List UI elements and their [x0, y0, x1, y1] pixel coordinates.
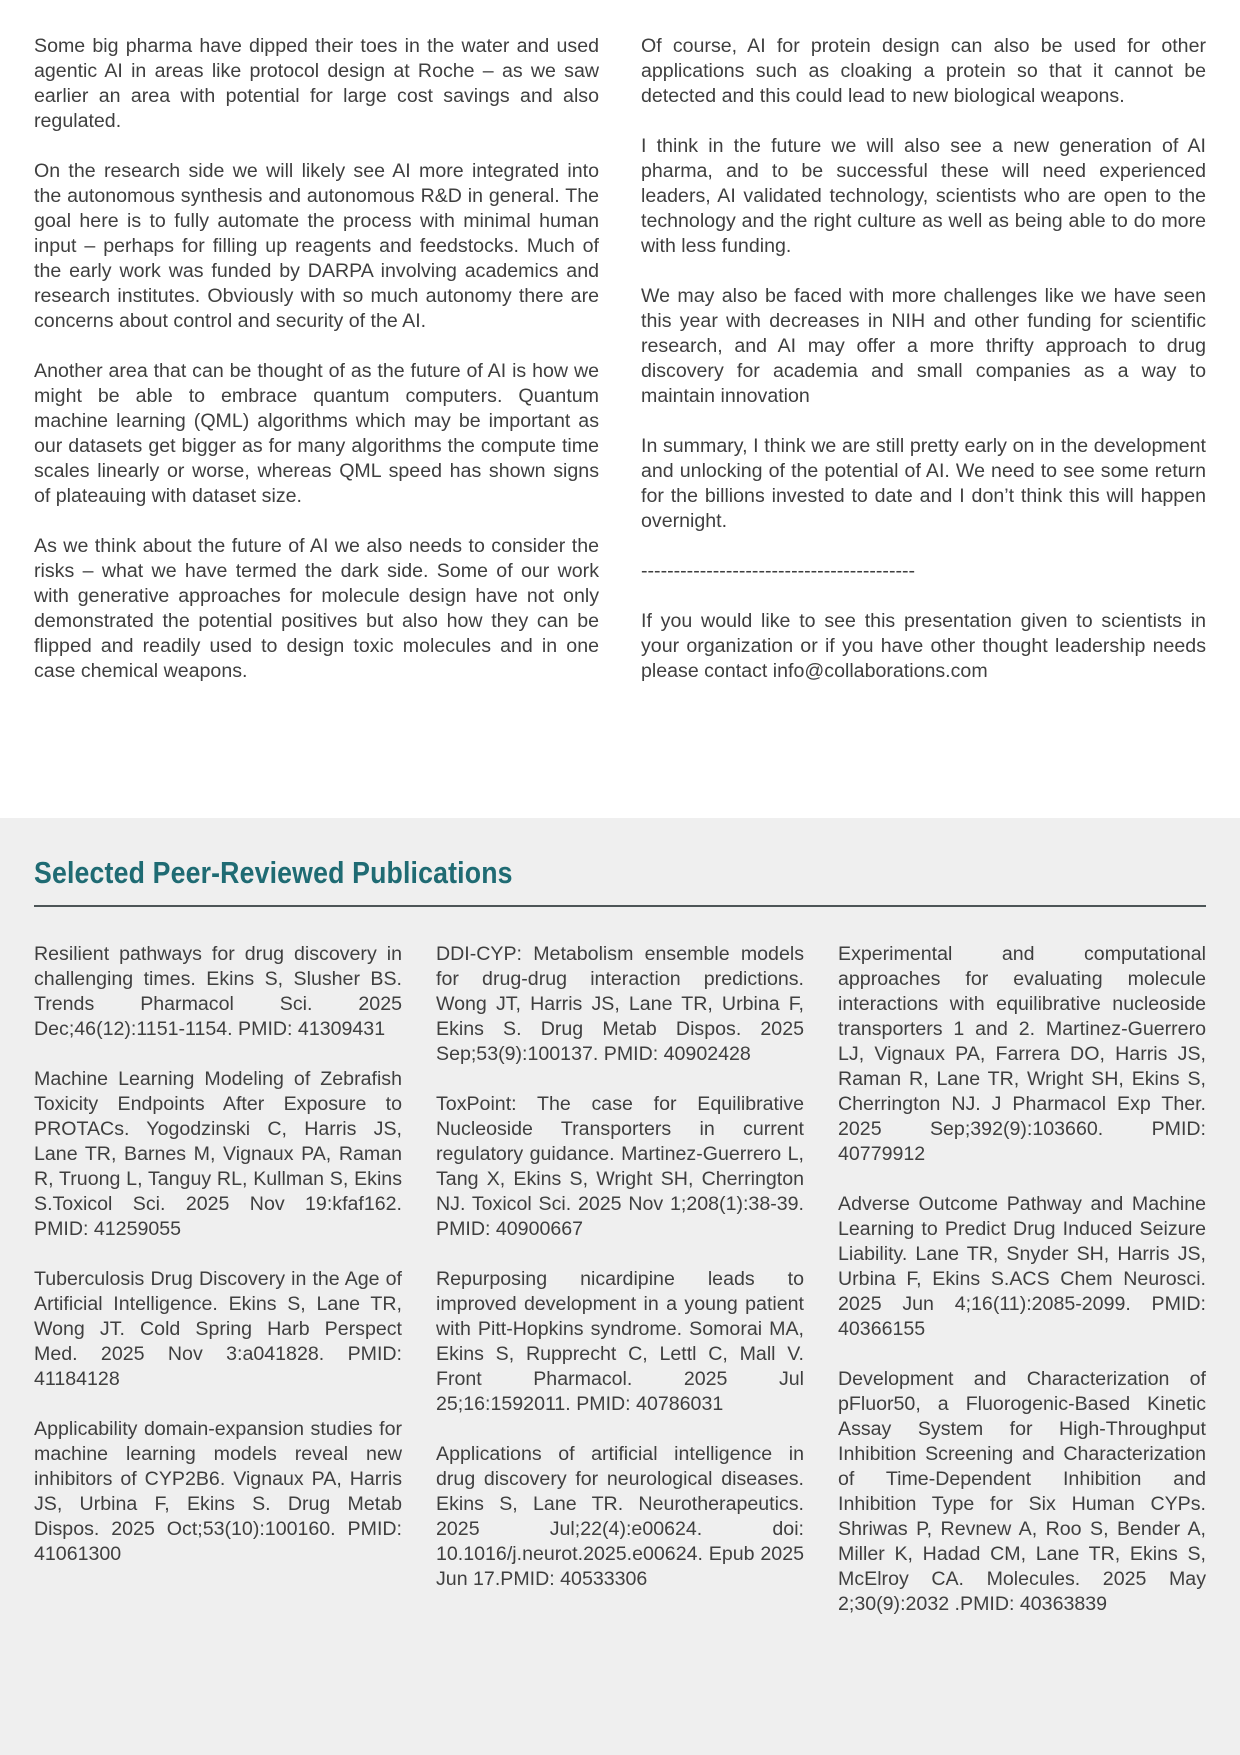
divider-dashes: ------------------------------------------	[641, 560, 916, 582]
publication-entry: Resilient pathways for drug discovery in challenging times. Ekins S, Slusher BS. Trends Pharmacol Sci. 2025 Dec;46(12):1151-1154. PMID: 41309431	[34, 943, 402, 1040]
publication-entry: Tuberculosis Drug Discovery in the Age of Artificial Intelligence. Ekins S, Lane TR, Wong JT. Cold Spring Harb Perspect Med. 2025 Nov 3:a041828. PMID: 41184128	[34, 1268, 402, 1390]
article-paragraph: I think in the future we will also see a new generation of AI pharma, and to be successful these will need experienced leaders, AI validated technology, scientists who are open to the technology and the right culture as well as being able to do more with less funding.	[641, 135, 1206, 257]
article-paragraph: Of course, AI for protein design can also be used for other applications such as cloaking a protein so that it cannot be detected and this could lead to new biological weapons.	[641, 35, 1206, 107]
publication-entry: Applicability domain-expansion studies for machine learning models reveal new inhibitors of CYP2B6. Vignaux PA, Harris JS, Urbina F, Ekins S. Drug Metab Dispos. 2025 Oct;53(10):100160. PMID: 41061300	[34, 1418, 402, 1565]
article-paragraph: On the research side we will likely see AI more integrated into the autonomous synthesis and autonomous R&D in general. The goal here is to fully automate the process with minimal human input – perhaps for filling up reagents and feedstocks. Much of the early work was funded by DARPA involving academics and research institutes. Obviously with so much autonomy there are concerns about control and security of the AI.	[34, 160, 599, 332]
publications-grid	[34, 942, 1206, 1642]
publication-entry: DDI-CYP: Metabolism ensemble models for drug-drug interaction predictions. Wong JT, Harris JS, Lane TR, Urbina F, Ekins S. Drug Metab Dispos. 2025 Sep;53(9):100137. PMID: 40902428	[436, 943, 804, 1065]
publication-entry: Repurposing nicardipine leads to improved development in a young patient with Pitt-Hopkins syndrome. Somorai MA, Ekins S, Rupprecht C, Lettl C, Mall V. Front Pharmacol. 2025 Jul 25;16:1592011. PMID: 40786031	[436, 1268, 804, 1415]
publications-column-2	[436, 942, 804, 1642]
article-paragraph: We may also be faced with more challenges like we have seen this year with decreases in NIH and other funding for scientific research, and AI may offer a more thrifty approach to drug discovery for academia and small companies as a way to maintain innovation	[641, 285, 1206, 407]
publication-entry: Applications of artificial intelligence in drug discovery for neurological diseases. Ekins S, Lane TR. Neurotherapeutics. 2025 Jul;22(4):e00624. doi: 10.1016/j.neurot.2025.e00624. Epub 2025 Jun 17.PMID: 40533306	[436, 1443, 804, 1590]
publication-entry: Machine Learning Modeling of Zebrafish Toxicity Endpoints After Exposure to PROTACs. Yogodzinski C, Harris JS, Lane TR, Barnes M, Vignaux PA, Raman R, Truong L, Tanguy RL, Kullman S, Ekins S.Toxicol Sci. 2025 Nov 19:kfaf162. PMID: 41259055	[34, 1068, 402, 1240]
article-paragraph: Some big pharma have dipped their toes in the water and used agentic AI in areas like protocol design at Roche – as we saw earlier an area with potential for large cost savings and also regulated.	[34, 35, 599, 132]
publications-title: Selected Peer-Reviewed Publications	[34, 855, 513, 890]
contact-paragraph: If you would like to see this presentation given to scientists in your organization or if you have other thought leadership needs please contact info@collaborations.com	[641, 610, 1206, 682]
publication-entry: Adverse Outcome Pathway and Machine Learning to Predict Drug Induced Seizure Liability. Lane TR, Snyder SH, Harris JS, Urbina F, Ekins S.ACS Chem Neurosci. 2025 Jun 4;16(11):2085-2099. PMID: 40366155	[838, 1193, 1206, 1340]
article-left-column	[34, 34, 599, 794]
publications-section	[0, 818, 1240, 1755]
publication-entry: Experimental and computational approaches for evaluating molecule interactions with equilibrative nucleoside transporters 1 and 2. Martinez-Guerrero LJ, Vignaux PA, Farrera DO, Harris JS, Raman R, Lane TR, Wright SH, Ekins S, Cherrington NJ. J Pharmacol Exp Ther. 2025 Sep;392(9):103660. PMID: 40779912	[838, 943, 1206, 1165]
article-right-column	[641, 34, 1206, 794]
publications-column-3	[838, 942, 1206, 1642]
title-underline-divider	[34, 905, 1206, 907]
publication-entry: Development and Characterization of pFluor50, a Fluorogenic-Based Kinetic Assay System for High-Throughput Inhibition Screening and Characterization of Time-Dependent Inhibition and Inhibition Type for Six Human CYPs. Shriwas P, Revnew A, Roo S, Bender A, Miller K, Hadad CM, Lane TR, Ekins S, McElroy CA. Molecules. 2025 May 2;30(9):2032 .PMID: 40363839	[838, 1368, 1206, 1615]
article-paragraph: In summary, I think we are still pretty early on in the development and unlocking of the potential of AI. We need to see some return for the billions invested to date and I don’t think this will happen overnight.	[641, 435, 1206, 532]
article-body	[34, 34, 1206, 794]
publications-column-1	[34, 942, 402, 1642]
article-paragraph: As we think about the future of AI we also needs to consider the risks – what we have termed the dark side. Some of our work with generative approaches for molecule design have not only demonstrated the potential positives but also how they can be flipped and readily used to design toxic molecules and in one case chemical weapons.	[34, 535, 599, 682]
publication-entry: ToxPoint: The case for Equilibrative Nucleoside Transporters in current regulatory guidance. Martinez-Guerrero L, Tang X, Ekins S, Wright SH, Cherrington NJ. Toxicol Sci. 2025 Nov 1;208(1):38-39. PMID: 40900667	[436, 1093, 804, 1240]
article-paragraph: Another area that can be thought of as the future of AI is how we might be able to embrace quantum computers. Quantum machine learning (QML) algorithms which may be important as our datasets get bigger as for many algorithms the compute time scales linearly or worse, whereas QML speed has shown signs of plateauing with dataset size.	[34, 360, 599, 507]
